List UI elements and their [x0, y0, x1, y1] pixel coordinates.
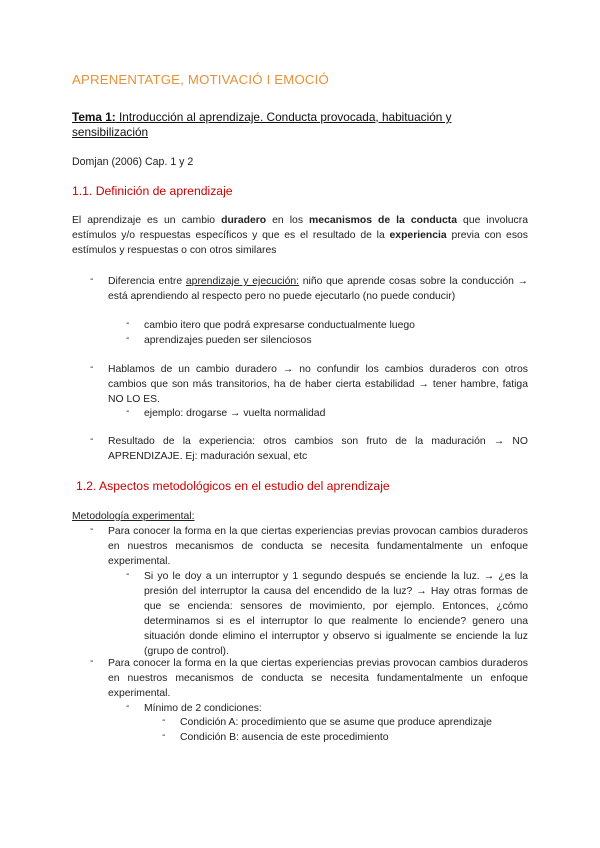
bullet-dash: -: [90, 524, 94, 535]
definition-paragraph: El aprendizaje es un cambio duradero en los mecanismos de la conducta que involucra estímulos y/o respuestas específicos y que es el resultado de la experiencia previa con esos estímulos y respuestas o con otros similares: [72, 215, 528, 257]
list-item: aprendizajes pueden ser silenciosos: [144, 335, 312, 346]
list-item: cambio itero que podrá expresarse conductualmente luego: [144, 320, 415, 331]
bullet-dash: -: [162, 715, 166, 726]
section-heading-definition: 1.1. Definición de aprendizaje: [72, 184, 233, 198]
bullet-dash: -: [162, 730, 166, 741]
section-heading-methodology: 1.2. Aspectos metodológicos en el estudio del aprendizaje: [76, 479, 390, 493]
list-item: Diferencia entre aprendizaje y ejecución: niño que aprende cosas sobre la conducción → está aprendiendo al respecto pero no puede ejecutarlo (no puede conducir): [108, 276, 529, 302]
bullet-dash: -: [90, 274, 94, 285]
list-item: Condición A: procedimiento que se asume que produce aprendizaje: [180, 717, 492, 728]
list-item: Hablamos de un cambio duradero → no confundir los cambios duraderos con otros cambios que son más transitorios, ha de haber cierta estabilidad → tener hambre, fatiga NO LO ES.: [108, 364, 528, 405]
topic-title: [72, 110, 528, 140]
subheading-methodology: Metodología experimental:: [72, 511, 195, 522]
list-item: Mínimo de 2 condiciones:: [144, 703, 262, 714]
bullet-dash: -: [126, 318, 130, 329]
bullet-dash: -: [90, 362, 94, 373]
bullet-dash: -: [90, 656, 94, 667]
underlined-term: aprendizaje y ejecución:: [185, 276, 300, 287]
list-item: Condición B: ausencia de este procedimiento: [180, 732, 389, 743]
list-item: Para conocer la forma en la que ciertas experiencias previas provocan cambios duraderos en nuestros mecanismos de conducta se necesita fundamentalmente un enfoque experimental.: [108, 658, 528, 699]
topic-label: Tema 1:: [72, 110, 116, 124]
reference: Domjan (2006) Cap. 1 y 2: [72, 156, 194, 168]
bold-mecanismos: mecanismos de la conducta: [309, 215, 458, 226]
list-item: Si yo le doy a un interruptor y 1 segundo después se enciende la luz. → ¿es la presión del interruptor la causa del encendido de la luz? → Hay otras formas de que se encienda: sensores de movimiento, por ejemplo. Entonces, ¿cómo determinamos si es el interruptor lo que realmente lo enciende? genero una situación donde elimino el interruptor y observo si igualmente se enciende la luz (grupo de control).: [144, 571, 528, 657]
bullet-dash: -: [126, 569, 130, 580]
bullet-dash: -: [126, 406, 130, 417]
list-item: Resultado de la experiencia: otros cambios son fruto de la maduración → NO APRENDIZAJE. Ej: maduración sexual, etc: [108, 436, 528, 462]
bold-duradero: duradero: [221, 215, 267, 226]
topic-name: Introducción al aprendizaje. Conducta provocada, habituación y sensibilización: [72, 110, 452, 139]
course-title: APRENENTATGE, MOTIVACIÓ I EMOCIÓ: [72, 72, 329, 87]
bold-experiencia: experiencia: [389, 230, 447, 242]
bullet-dash: -: [126, 333, 130, 344]
bullet-dash: -: [90, 434, 94, 445]
bullet-dash: -: [126, 701, 130, 712]
list-item: ejemplo: drogarse → vuelta normalidad: [144, 408, 326, 419]
list-item: Para conocer la forma en la que ciertas experiencias previas provocan cambios duraderos en nuestros mecanismos de conducta se necesita fundamentalmente un enfoque experimental.: [108, 526, 528, 567]
